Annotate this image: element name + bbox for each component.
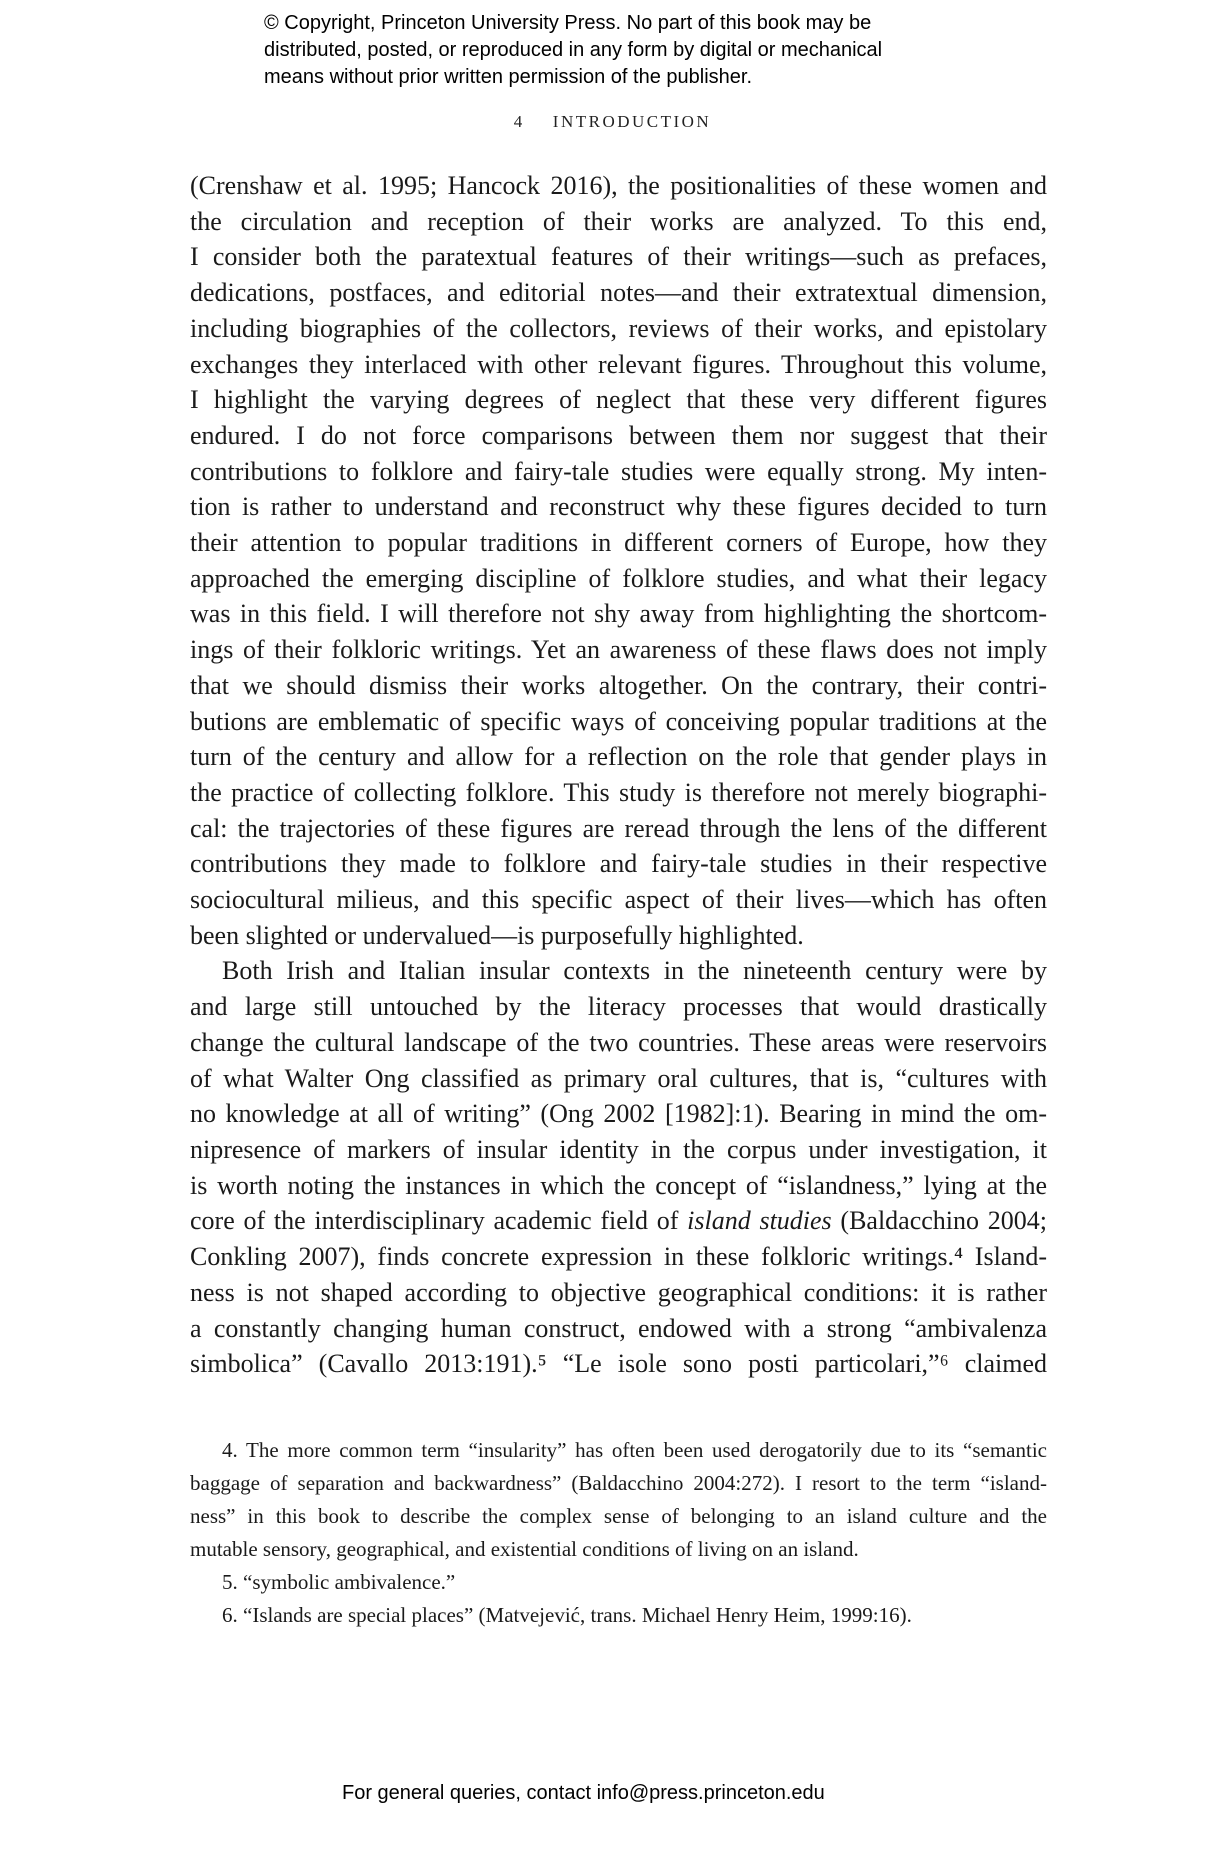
footnote-line: ness” in this book to describe the complex sense of belonging to an island culture and the bbox=[190, 1504, 1047, 1528]
body-line: simbolica” (Cavallo 2013:191).⁵ “Le isole sono posti particolari,”⁶ claimed bbox=[190, 1349, 1047, 1379]
body-line: I highlight the varying degrees of neglect that these very different figures bbox=[190, 385, 1047, 415]
body-line bbox=[190, 1203, 1047, 1239]
body-line: change the cultural landscape of the two countries. These areas were reservoirs bbox=[190, 1027, 1047, 1057]
running-head bbox=[0, 112, 1225, 132]
body-line: Conkling 2007), finds concrete expression in these folkloric writings.⁴ Island- bbox=[190, 1242, 1047, 1272]
body-line: contributions they made to folklore and fairy-tale studies in their respective bbox=[190, 849, 1047, 879]
italic-term: island studies bbox=[687, 1206, 832, 1236]
body-line: approached the emerging discipline of folklore studies, and what their legacy bbox=[190, 563, 1047, 593]
body-line: no knowledge at all of writing” (Ong 2002 [1982]:1). Bearing in mind the om- bbox=[190, 1099, 1047, 1129]
footnote-line: baggage of separation and backwardness” (Baldacchino 2004:272). I resort to the term “island- bbox=[190, 1471, 1047, 1495]
body-line: sociocultural milieus, and this specific aspect of their lives—which has often bbox=[190, 885, 1047, 915]
body-line: contributions to folklore and fairy-tale studies were equally strong. My inten- bbox=[190, 456, 1047, 486]
body-line: tion is rather to understand and reconstruct why these figures decided to turn bbox=[190, 492, 1047, 522]
footnote-line: 6. “Islands are special places” (Matvejević, trans. Michael Henry Heim, 1999:16). bbox=[222, 1603, 912, 1627]
body-line: a constantly changing human construct, endowed with a strong “ambivalenza bbox=[190, 1313, 1047, 1343]
body-line: the circulation and reception of their works are analyzed. To this end, bbox=[190, 206, 1047, 236]
copyright-line: distributed, posted, or reproduced in any form by digital or mechanical bbox=[264, 39, 883, 61]
footer-contact: For general queries, contact info@press.princeton.edu bbox=[342, 1782, 825, 1804]
body-line: cal: the trajectories of these figures are reread through the lens of the different bbox=[190, 813, 1047, 843]
body-line: (Crenshaw et al. 1995; Hancock 2016), the positionalities of these women and bbox=[190, 171, 1047, 200]
body-text bbox=[190, 168, 1047, 1382]
footnotes bbox=[190, 1434, 1047, 1632]
body-line: turn of the century and allow for a reflection on the role that gender plays in bbox=[190, 742, 1047, 772]
body-line: that we should dismiss their works altogether. On the contrary, their contri- bbox=[190, 670, 1047, 700]
body-line: the practice of collecting folklore. This study is therefore not merely biographi- bbox=[190, 777, 1047, 807]
copyright-line: means without prior written permission of the publisher. bbox=[264, 66, 753, 88]
text-segment: core of the interdisciplinary academic field of bbox=[190, 1206, 688, 1236]
body-line: ings of their folkloric writings. Yet an awareness of these flaws does not imply bbox=[190, 635, 1047, 665]
copyright-line: © Copyright, Princeton University Press. No part of this book may be bbox=[264, 12, 872, 34]
body-line: ness is not shaped according to objective geographical conditions: it is rather bbox=[190, 1277, 1047, 1307]
footnote-line: 5. “symbolic ambivalence.” bbox=[222, 1570, 456, 1594]
copyright-notice bbox=[264, 10, 882, 91]
body-line: and large still untouched by the literacy processes that would drastically bbox=[190, 992, 1047, 1022]
body-line: Both Irish and Italian insular contexts in the nineteenth century were by bbox=[222, 956, 1047, 986]
body-line: butions are emblematic of specific ways of conceiving popular traditions at the bbox=[190, 706, 1047, 736]
chapter-title: INTRODUCTION bbox=[552, 112, 712, 131]
body-line: endured. I do not force comparisons between them nor suggest that their bbox=[190, 420, 1047, 450]
page-number: 4 bbox=[513, 112, 525, 131]
body-line: is worth noting the instances in which the concept of “islandness,” lying at the bbox=[190, 1170, 1047, 1200]
text-segment: (Baldacchino 2004; bbox=[831, 1206, 1047, 1236]
body-line: of what Walter Ong classified as primary oral cultures, that is, “cultures with bbox=[190, 1063, 1047, 1093]
body-line: I consider both the paratextual features of their writings—such as prefaces, bbox=[190, 242, 1047, 272]
footnote-line: 4. The more common term “insularity” has often been used derogatorily due to its “semantic bbox=[222, 1438, 1047, 1462]
body-line: their attention to popular traditions in different corners of Europe, how they bbox=[190, 528, 1047, 558]
body-line: dedications, postfaces, and editorial notes—and their extratextual dimension, bbox=[190, 278, 1047, 308]
body-line: nipresence of markers of insular identity in the corpus under investigation, it bbox=[190, 1134, 1047, 1164]
body-line: been slighted or undervalued—is purposefully highlighted. bbox=[190, 920, 804, 950]
footnote-line: mutable sensory, geographical, and existential conditions of living on an island. bbox=[190, 1537, 859, 1561]
body-line: exchanges they interlaced with other relevant figures. Throughout this volume, bbox=[190, 349, 1047, 379]
body-line: was in this field. I will therefore not shy away from highlighting the shortcom- bbox=[190, 599, 1047, 629]
body-line: including biographies of the collectors, reviews of their works, and epistolary bbox=[190, 313, 1047, 343]
